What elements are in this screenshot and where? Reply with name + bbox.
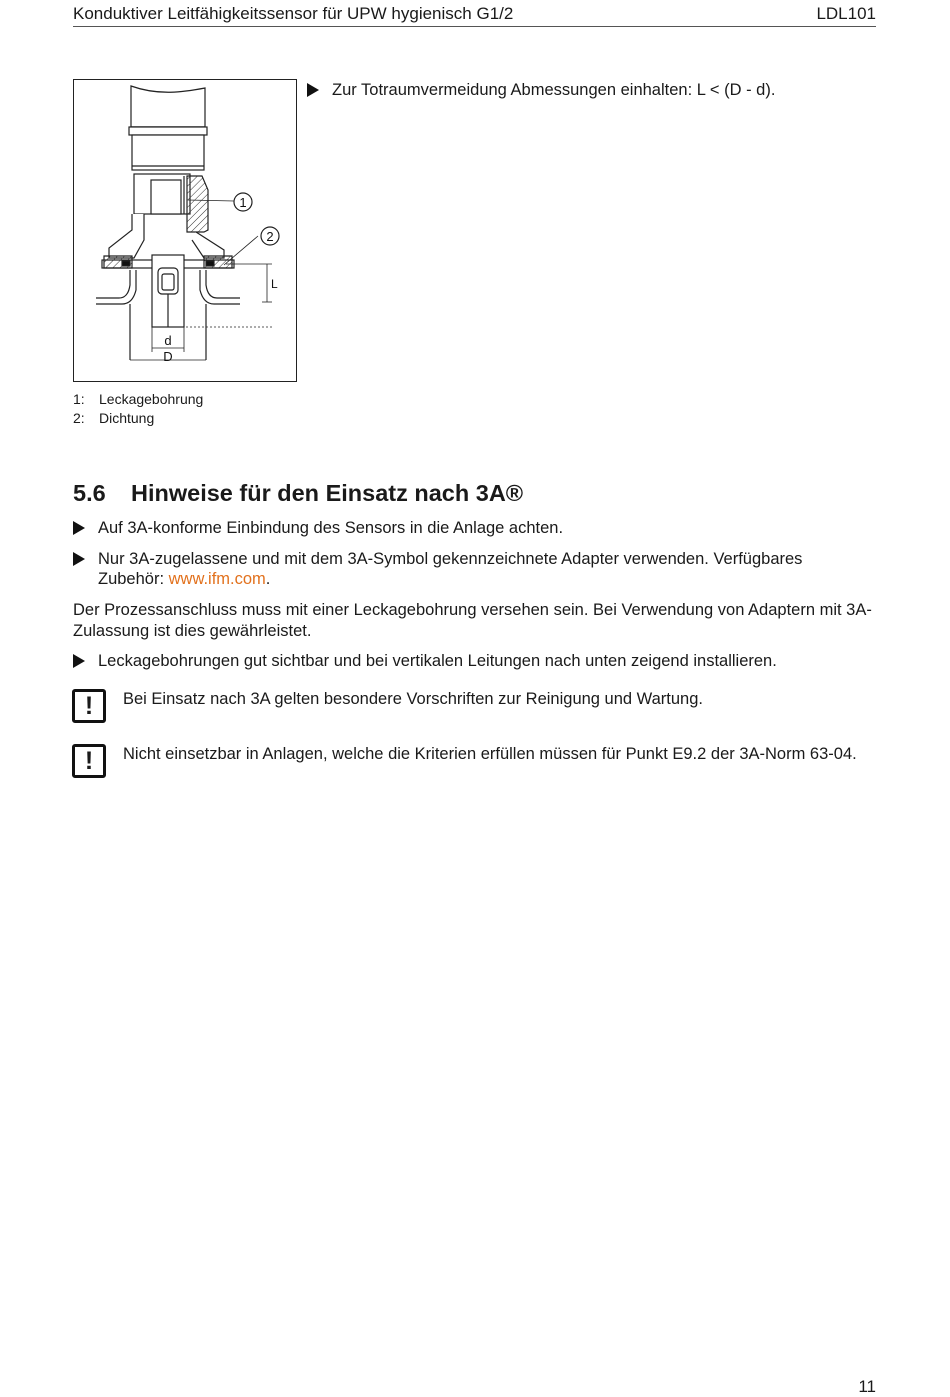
dimension-d-label: d [164, 333, 172, 348]
warning-exclamation-icon [72, 689, 106, 723]
legend-number: 2: [73, 410, 85, 426]
note-text: Nicht einsetzbar in Anlagen, welche die Kriterien erfüllen müssen für Punkt E9.2 der 3A-Norm 63-04. [123, 745, 857, 763]
page-number: 11 [858, 1377, 876, 1396]
legend-number: 1: [73, 391, 85, 407]
sensor-installation-drawing [73, 79, 297, 382]
page-header [73, 4, 876, 27]
legend-label: Leckagebohrung [99, 391, 204, 407]
arrow-right-icon [73, 521, 85, 535]
bullet-text: Leckagebohrungen gut sichtbar und bei vertikalen Leitungen nach unten zeigend installieren. [98, 652, 777, 670]
bullet-text-part: Nur 3A-zugelassene und mit dem 3A-Symbol gekennzeichnete Adapter verwenden. Verfügbares Zubehör: [98, 550, 803, 588]
section-number: 5.6 [73, 480, 106, 506]
bullet-text: Auf 3A-konforme Einbindung des Sensors in die Anlage achten. [98, 519, 564, 537]
sensor-drawing-svg [74, 80, 298, 383]
warning-exclamation-icon [72, 744, 106, 778]
body-paragraph: Der Prozessanschluss muss mit einer Leckagebohrung versehen sein. Bei Verwendung von Adaptern mit 3A-Zulassung ist dies gewährleistet. [73, 601, 872, 640]
section-title: Hinweise für den Einsatz nach 3A® [131, 480, 524, 506]
arrow-right-icon [73, 654, 85, 668]
arrow-right-icon [307, 83, 319, 97]
arrow-right-icon [73, 552, 85, 566]
ifm-website-link[interactable]: www.ifm.com [168, 570, 266, 588]
document-title: Konduktiver Leitfähigkeitssensor für UPW hygienisch G1/2 [73, 4, 514, 23]
dimension-L-label: L [271, 277, 278, 291]
note-text: Bei Einsatz nach 3A gelten besondere Vorschriften zur Reinigung und Wartung. [123, 690, 703, 708]
dimension-D-label: D [163, 349, 173, 364]
warning-exclamation-glyph: ! [84, 747, 94, 775]
bullet-text [98, 549, 868, 589]
figure-instruction-text: Zur Totraumvermeidung Abmessungen einhalten: L < (D - d). [332, 81, 776, 99]
callout-2-label: 2 [266, 229, 274, 244]
model-number: LDL101 [816, 4, 876, 23]
callout-1-label: 1 [239, 195, 247, 210]
bullet-item [73, 549, 873, 591]
bullet-text-end: . [265, 570, 271, 588]
legend-label: Dichtung [99, 410, 155, 426]
warning-exclamation-glyph: ! [84, 692, 94, 720]
